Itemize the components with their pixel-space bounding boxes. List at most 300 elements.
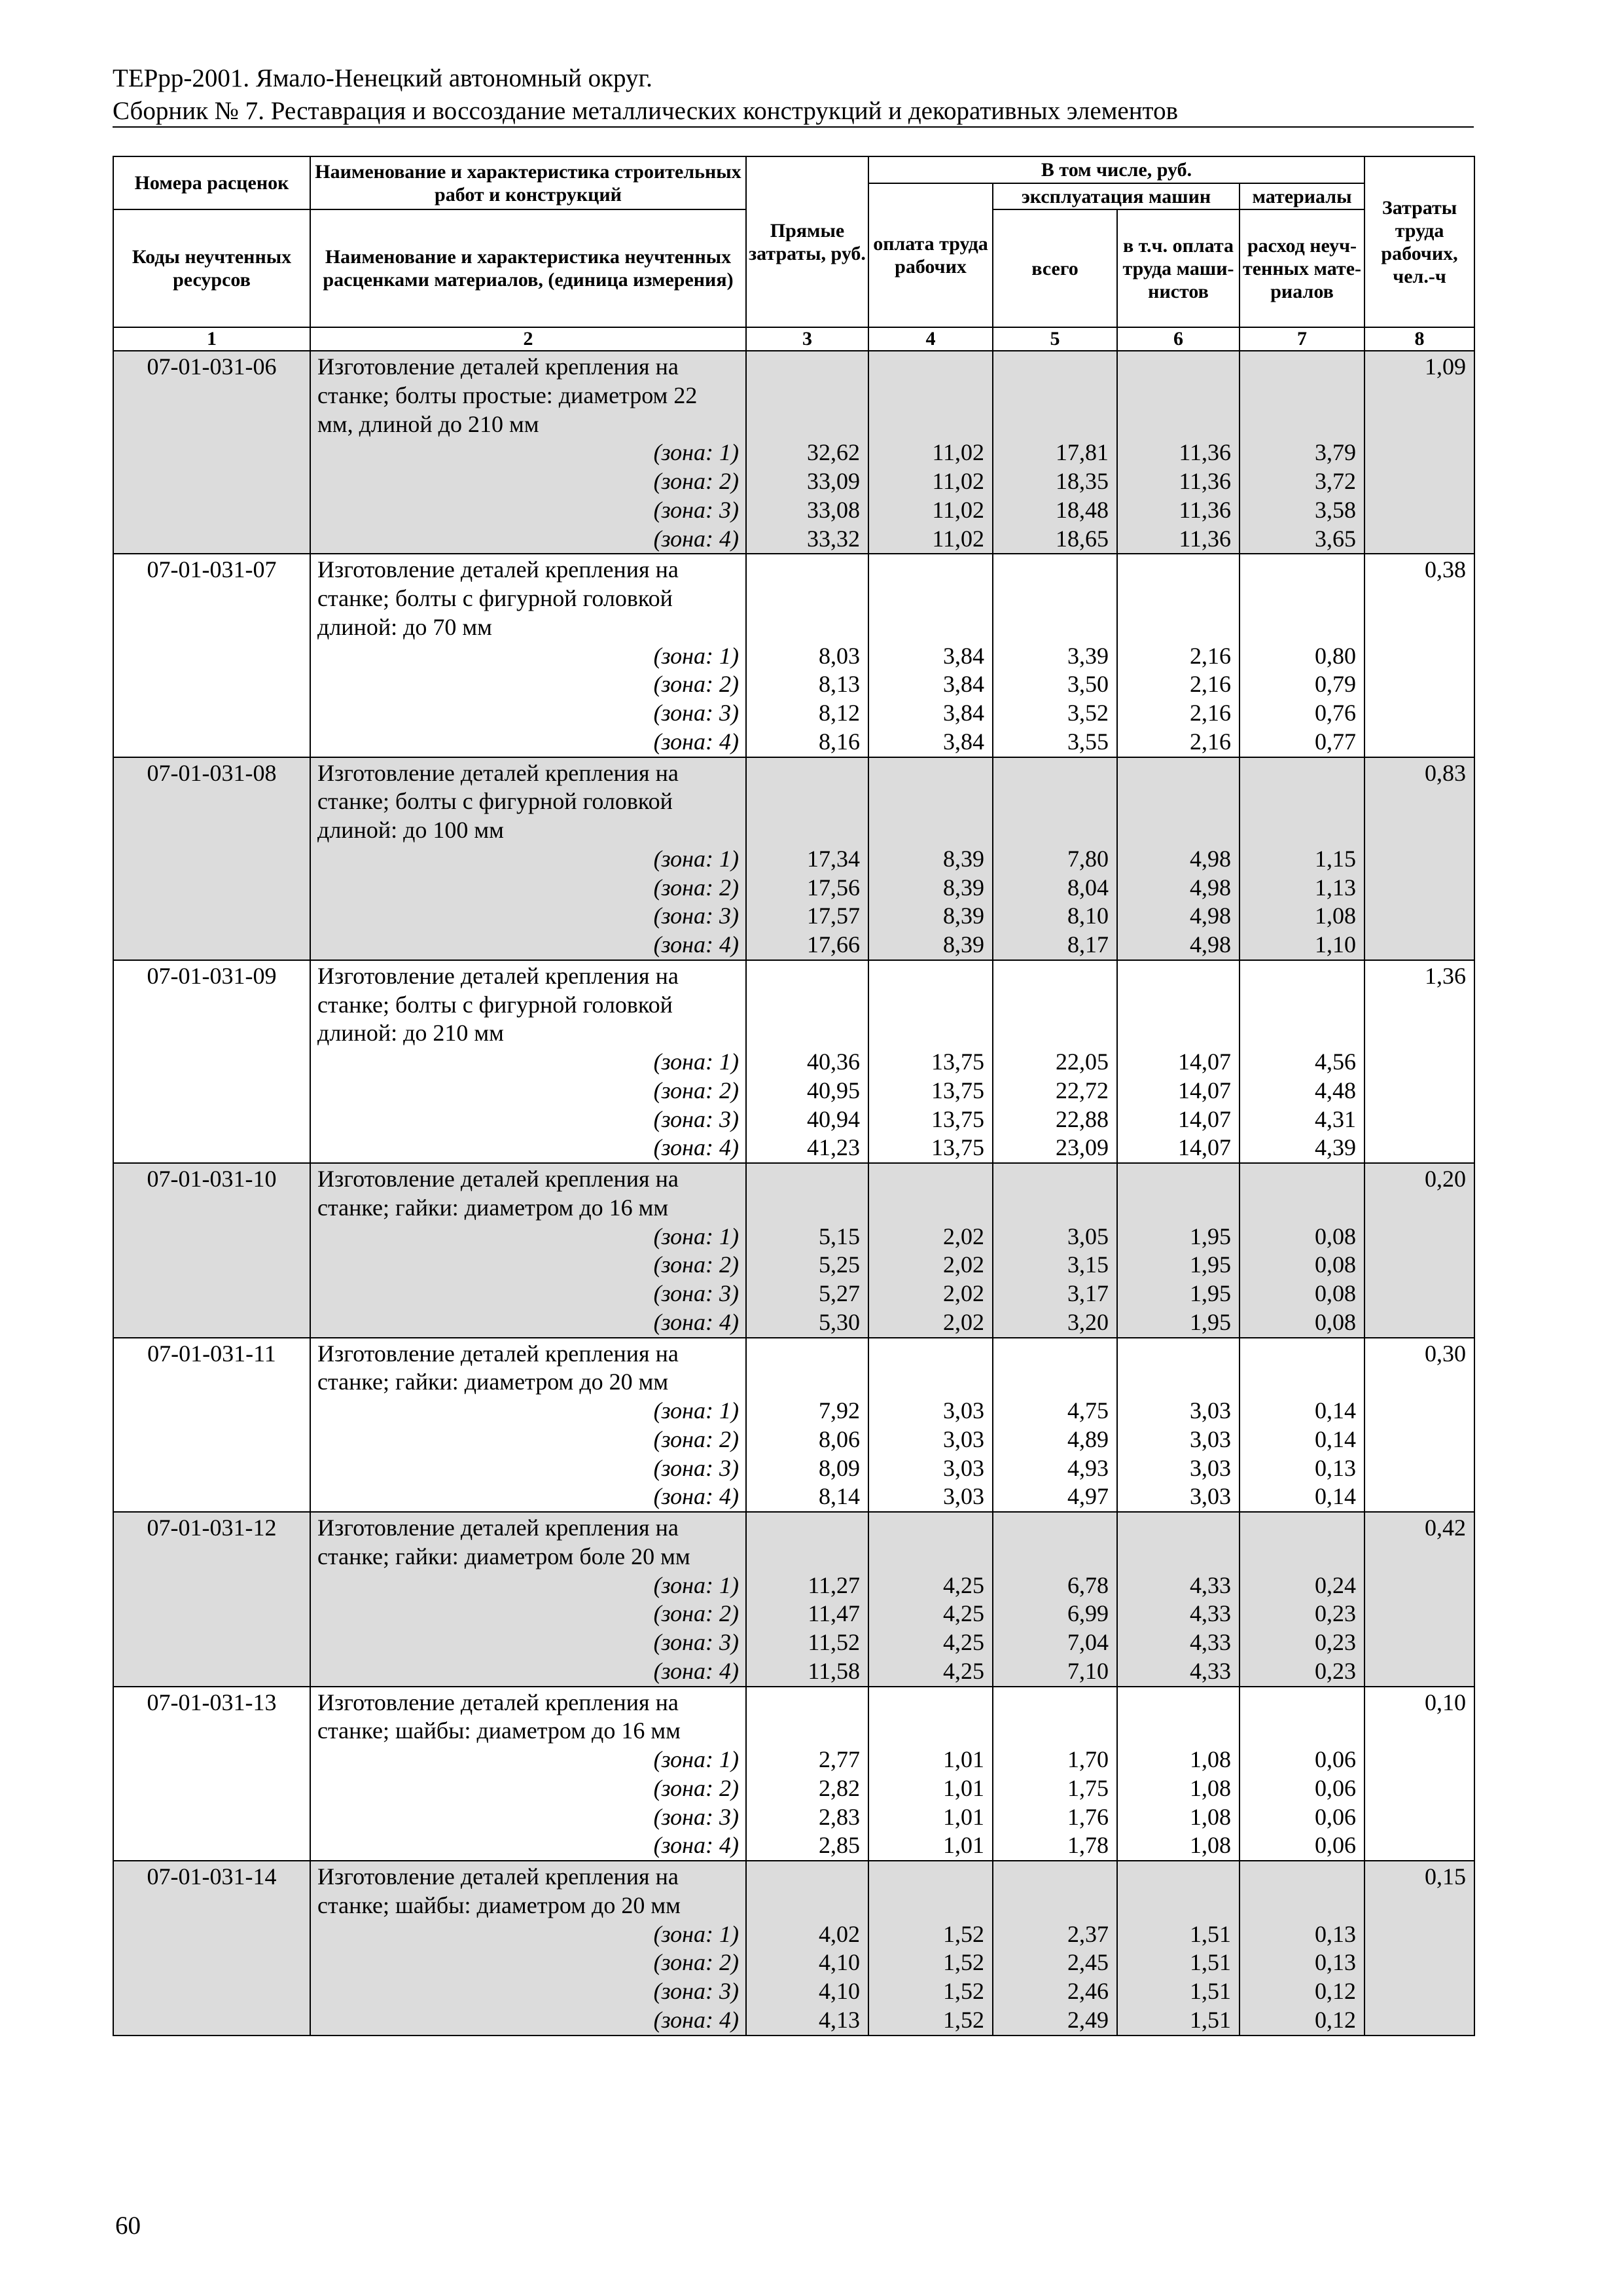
spacer	[1243, 962, 1356, 991]
machinist-wages-value: 1,51	[1190, 2006, 1231, 2033]
col-number: 4	[868, 327, 993, 351]
materials-value: 1,13	[1315, 874, 1357, 901]
work-name-cell	[310, 757, 746, 960]
machinist-wages-cell	[1117, 1512, 1240, 1687]
direct-costs-value: 2,85	[819, 1832, 860, 1859]
spacer	[1120, 1194, 1231, 1223]
materials-cell	[1240, 1687, 1364, 1861]
machinist-wages-value: 1,95	[1190, 1251, 1231, 1278]
worker-wages-value: 2,02	[943, 1308, 984, 1335]
spacer	[749, 584, 860, 613]
materials-value: 4,39	[1315, 1134, 1357, 1161]
materials-value: 0,08	[1315, 1308, 1357, 1335]
spacer	[872, 1165, 984, 1194]
machines-total-value: 3,39	[1067, 642, 1109, 669]
col-header-resource-codes: Коды неучтенных ресурсов	[113, 209, 310, 327]
machines-total-cell	[993, 1861, 1117, 2036]
table-row	[113, 351, 1474, 554]
spacer	[1243, 584, 1356, 613]
spacer	[749, 1892, 860, 1920]
spacer	[749, 1689, 860, 1717]
work-name-line: Изготовление деталей крепления на	[317, 353, 679, 380]
materials-value: 0,06	[1315, 1832, 1357, 1859]
machines-total-cell	[993, 351, 1117, 554]
rate-code-cell	[113, 1163, 310, 1338]
work-name-cell	[310, 1687, 746, 1861]
direct-costs-value: 8,16	[819, 728, 860, 755]
machines-total-value: 3,05	[1067, 1223, 1109, 1249]
machinist-wages-cell	[1117, 960, 1240, 1163]
zone-label: (зона: 3)	[653, 1280, 739, 1306]
spacer	[1243, 1514, 1356, 1543]
materials-value: 0,13	[1315, 1920, 1357, 1947]
spacer	[872, 1717, 984, 1746]
worker-wages-value: 11,02	[932, 439, 984, 466]
worker-wages-value: 2,02	[943, 1280, 984, 1306]
direct-costs-value: 8,09	[819, 1454, 860, 1481]
machinist-wages-cell	[1117, 1687, 1240, 1861]
direct-costs-value: 32,62	[807, 439, 860, 466]
machines-total-value: 1,75	[1067, 1774, 1109, 1801]
spacer	[1243, 410, 1356, 439]
spacer	[996, 1165, 1109, 1194]
spacer	[749, 991, 860, 1020]
machinist-wages-value: 3,03	[1190, 1454, 1231, 1481]
work-name-line: станке; болты простые: диаметром 22	[317, 382, 698, 408]
worker-wages-value: 3,03	[943, 1397, 984, 1424]
rate-code: 07-01-031-06	[147, 353, 277, 380]
zone-label: (зона: 1)	[653, 642, 739, 669]
work-name-line: станке; болты с фигурной головкой	[317, 991, 673, 1018]
materials-cell	[1240, 1163, 1364, 1338]
zone-label: (зона: 4)	[653, 728, 739, 755]
table-row	[113, 1338, 1474, 1513]
direct-costs-value: 17,57	[807, 903, 860, 929]
machines-total-value: 22,05	[1056, 1049, 1109, 1075]
rate-code-cell	[113, 1861, 310, 2036]
worker-wages-value: 1,52	[943, 1949, 984, 1976]
direct-costs-value: 17,34	[807, 845, 860, 872]
labor-costs-value: 0,83	[1425, 759, 1467, 786]
spacer	[872, 1892, 984, 1920]
zone-label: (зона: 4)	[653, 1308, 739, 1335]
spacer	[996, 1514, 1109, 1543]
machinist-wages-value: 3,03	[1190, 1397, 1231, 1424]
labor-costs-cell	[1364, 351, 1474, 554]
work-name-line: Изготовление деталей крепления на	[317, 759, 679, 786]
zone-label: (зона: 4)	[653, 525, 739, 552]
machinist-wages-value: 3,03	[1190, 1426, 1231, 1452]
work-name-line: Изготовление деталей крепления на	[317, 962, 679, 989]
materials-value: 0,06	[1315, 1746, 1357, 1772]
direct-costs-value: 11,47	[808, 1600, 860, 1627]
spacer	[872, 353, 984, 382]
machines-total-value: 18,48	[1056, 496, 1109, 523]
materials-value: 0,08	[1315, 1280, 1357, 1306]
machinist-wages-cell	[1117, 351, 1240, 554]
worker-wages-value: 2,02	[943, 1223, 984, 1249]
worker-wages-value: 4,25	[943, 1629, 984, 1655]
direct-costs-value: 41,23	[807, 1134, 860, 1161]
worker-wages-value: 13,75	[931, 1134, 984, 1161]
spacer	[996, 991, 1109, 1020]
col-header-rate-numbers: Номера расценок	[113, 156, 310, 209]
worker-wages-value: 4,25	[943, 1600, 984, 1627]
spacer	[1120, 1543, 1231, 1571]
materials-value: 4,56	[1315, 1049, 1357, 1075]
rate-code-cell	[113, 554, 310, 757]
work-name-line: Изготовление деталей крепления на	[317, 1340, 679, 1367]
machinist-wages-value: 4,33	[1190, 1657, 1231, 1684]
materials-value: 0,24	[1315, 1571, 1357, 1598]
zone-label: (зона: 4)	[653, 1483, 739, 1510]
direct-costs-value: 2,83	[819, 1803, 860, 1830]
machinist-wages-value: 14,07	[1178, 1049, 1231, 1075]
table-row	[113, 1687, 1474, 1861]
machines-total-value: 22,88	[1056, 1105, 1109, 1132]
machinist-wages-value: 4,98	[1190, 931, 1231, 958]
spacer	[1243, 759, 1356, 788]
machinist-wages-value: 2,16	[1190, 700, 1231, 726]
machines-total-value: 22,72	[1056, 1077, 1109, 1103]
worker-wages-value: 13,75	[931, 1077, 984, 1103]
spacer	[749, 1863, 860, 1892]
labor-costs-cell	[1364, 1163, 1474, 1338]
machines-total-cell	[993, 757, 1117, 960]
direct-costs-value: 17,56	[807, 874, 860, 901]
worker-wages-cell	[868, 554, 993, 757]
materials-value: 0,12	[1315, 2006, 1357, 2033]
rates-table	[113, 156, 1475, 2036]
materials-value: 3,65	[1315, 525, 1357, 552]
machinist-wages-value: 4,98	[1190, 874, 1231, 901]
materials-value: 1,10	[1315, 931, 1357, 958]
spacer	[749, 759, 860, 788]
zone-label: (зона: 1)	[653, 845, 739, 872]
spacer	[872, 787, 984, 816]
machinist-wages-cell	[1117, 1861, 1240, 2036]
spacer	[1243, 613, 1356, 642]
spacer	[996, 787, 1109, 816]
spacer	[749, 1368, 860, 1397]
spacer	[872, 991, 984, 1020]
machines-total-value: 8,17	[1067, 931, 1109, 958]
materials-value: 3,79	[1315, 439, 1357, 466]
col-number: 3	[746, 327, 868, 351]
machines-total-value: 1,70	[1067, 1746, 1109, 1772]
labor-costs-value: 0,30	[1425, 1340, 1467, 1367]
machinist-wages-value: 2,16	[1190, 728, 1231, 755]
spacer	[1120, 613, 1231, 642]
labor-costs-cell	[1364, 757, 1474, 960]
materials-value: 1,08	[1315, 903, 1357, 929]
zone-label: (зона: 4)	[653, 931, 739, 958]
materials-value: 0,12	[1315, 1978, 1357, 2004]
spacer	[996, 1892, 1109, 1920]
work-name-cell	[310, 1861, 746, 2036]
machines-total-value: 2,45	[1067, 1949, 1109, 1976]
machines-total-value: 3,20	[1067, 1308, 1109, 1335]
spacer	[996, 1340, 1109, 1369]
spacer	[749, 382, 860, 410]
spacer	[872, 1340, 984, 1369]
worker-wages-value: 4,25	[943, 1657, 984, 1684]
labor-costs-value: 1,09	[1425, 353, 1467, 380]
spacer	[749, 1194, 860, 1223]
spacer	[996, 556, 1109, 584]
col-header-material-name: Наименование и характеристика неучтенных расценками материалов, (единица измерения)	[310, 209, 746, 327]
worker-wages-cell	[868, 1512, 993, 1687]
machines-total-value: 4,75	[1067, 1397, 1109, 1424]
worker-wages-value: 3,84	[943, 728, 984, 755]
work-name-line: станке; гайки: диаметром до 16 мм	[317, 1194, 669, 1221]
machinist-wages-value: 1,51	[1190, 1949, 1231, 1976]
rate-code: 07-01-031-11	[147, 1340, 276, 1367]
direct-costs-value: 8,14	[819, 1483, 860, 1510]
spacer	[1120, 1368, 1231, 1397]
spacer	[1120, 556, 1231, 584]
spacer	[872, 1194, 984, 1223]
worker-wages-value: 1,01	[943, 1774, 984, 1801]
worker-wages-value: 3,84	[943, 642, 984, 669]
col-header-group-including: В том числе, руб.	[868, 156, 1364, 183]
materials-value: 0,06	[1315, 1774, 1357, 1801]
spacer	[1120, 353, 1231, 382]
rate-code-cell	[113, 960, 310, 1163]
machines-total-cell	[993, 1512, 1117, 1687]
machinist-wages-value: 1,51	[1190, 1978, 1231, 2004]
direct-costs-value: 33,32	[807, 525, 860, 552]
worker-wages-value: 8,39	[943, 903, 984, 929]
zone-label: (зона: 3)	[653, 1978, 739, 2004]
spacer	[872, 382, 984, 410]
work-name-line: станке; шайбы: диаметром до 20 мм	[317, 1892, 681, 1918]
direct-costs-value: 4,10	[819, 1949, 860, 1976]
materials-value: 0,13	[1315, 1454, 1357, 1481]
rate-code-cell	[113, 351, 310, 554]
spacer	[1243, 1194, 1356, 1223]
spacer	[1243, 556, 1356, 584]
machinist-wages-value: 1,08	[1190, 1832, 1231, 1859]
work-name-cell	[310, 1512, 746, 1687]
worker-wages-cell	[868, 1687, 993, 1861]
machines-total-cell	[993, 960, 1117, 1163]
spacer	[1120, 1863, 1231, 1892]
labor-costs-value: 1,36	[1425, 962, 1467, 989]
rate-code-cell	[113, 1687, 310, 1861]
direct-costs-cell	[746, 757, 868, 960]
spacer	[996, 1717, 1109, 1746]
worker-wages-value: 1,01	[943, 1803, 984, 1830]
spacer	[996, 1194, 1109, 1223]
spacer	[996, 1863, 1109, 1892]
direct-costs-value: 17,66	[807, 931, 860, 958]
machinist-wages-value: 1,95	[1190, 1223, 1231, 1249]
materials-cell	[1240, 1338, 1364, 1513]
spacer	[1243, 787, 1356, 816]
table-row	[113, 1861, 1474, 2036]
machinist-wages-value: 1,08	[1190, 1803, 1231, 1830]
col-header-materials-group: материалы	[1240, 183, 1364, 209]
col-header-materials-usage: расход неуч-тенных мате-риалов	[1240, 209, 1364, 327]
header-rule	[113, 126, 1474, 128]
machines-total-cell	[993, 1163, 1117, 1338]
spacer	[749, 962, 860, 991]
spacer	[749, 816, 860, 845]
worker-wages-value: 8,39	[943, 931, 984, 958]
machinist-wages-value: 4,98	[1190, 903, 1231, 929]
spacer	[749, 1543, 860, 1571]
spacer	[996, 759, 1109, 788]
worker-wages-value: 8,39	[943, 845, 984, 872]
machines-total-value: 2,46	[1067, 1978, 1109, 2004]
zone-label: (зона: 2)	[653, 1251, 739, 1278]
direct-costs-cell	[746, 1163, 868, 1338]
work-name-line: Изготовление деталей крепления на	[317, 1689, 679, 1715]
zone-label: (зона: 1)	[653, 1397, 739, 1424]
direct-costs-value: 4,10	[819, 1978, 860, 2004]
spacer	[1120, 1717, 1231, 1746]
direct-costs-value: 11,52	[808, 1629, 860, 1655]
rate-code: 07-01-031-07	[147, 556, 277, 583]
direct-costs-cell	[746, 1512, 868, 1687]
labor-costs-value: 0,15	[1425, 1863, 1467, 1890]
spacer	[996, 410, 1109, 439]
direct-costs-value: 8,03	[819, 642, 860, 669]
machines-total-value: 6,99	[1067, 1600, 1109, 1627]
labor-costs-cell	[1364, 1512, 1474, 1687]
labor-costs-value: 0,20	[1425, 1166, 1467, 1192]
machines-total-value: 18,35	[1056, 468, 1109, 494]
zone-label: (зона: 2)	[653, 1077, 739, 1103]
spacer	[996, 382, 1109, 410]
spacer	[1243, 353, 1356, 382]
spacer	[1243, 1863, 1356, 1892]
rate-code: 07-01-031-10	[147, 1166, 277, 1192]
machines-total-value: 8,04	[1067, 874, 1109, 901]
worker-wages-value: 3,03	[943, 1454, 984, 1481]
worker-wages-value: 8,39	[943, 874, 984, 901]
direct-costs-value: 11,27	[808, 1571, 860, 1598]
materials-cell	[1240, 351, 1364, 554]
spacer	[872, 1514, 984, 1543]
direct-costs-cell	[746, 1687, 868, 1861]
machinist-wages-value: 14,07	[1178, 1105, 1231, 1132]
spacer	[1243, 1019, 1356, 1048]
machinist-wages-cell	[1117, 757, 1240, 960]
labor-costs-value: 0,42	[1425, 1515, 1467, 1541]
worker-wages-value: 11,02	[932, 468, 984, 494]
page-number: 60	[115, 2212, 141, 2240]
materials-value: 0,14	[1315, 1483, 1357, 1510]
direct-costs-value: 4,02	[819, 1920, 860, 1947]
spacer	[996, 962, 1109, 991]
zone-label: (зона: 2)	[653, 874, 739, 901]
worker-wages-value: 4,25	[943, 1571, 984, 1598]
spacer	[749, 787, 860, 816]
machines-total-value: 6,78	[1067, 1571, 1109, 1598]
direct-costs-value: 8,06	[819, 1426, 860, 1452]
machines-total-value: 2,49	[1067, 2006, 1109, 2033]
spacer	[749, 410, 860, 439]
zone-label: (зона: 1)	[653, 1746, 739, 1772]
worker-wages-value: 1,01	[943, 1746, 984, 1772]
machines-total-value: 2,37	[1067, 1920, 1109, 1947]
spacer	[749, 556, 860, 584]
worker-wages-value: 2,02	[943, 1251, 984, 1278]
spacer	[1243, 1892, 1356, 1920]
materials-cell	[1240, 554, 1364, 757]
direct-costs-value: 40,95	[807, 1077, 860, 1103]
machinist-wages-cell	[1117, 1338, 1240, 1513]
direct-costs-cell	[746, 554, 868, 757]
spacer	[1120, 962, 1231, 991]
machines-total-value: 23,09	[1056, 1134, 1109, 1161]
machines-total-value: 1,78	[1067, 1832, 1109, 1859]
machinist-wages-value: 11,36	[1179, 439, 1231, 466]
labor-costs-cell	[1364, 960, 1474, 1163]
machinist-wages-value: 2,16	[1190, 642, 1231, 669]
worker-wages-value: 13,75	[931, 1049, 984, 1075]
machinist-wages-value: 4,33	[1190, 1571, 1231, 1598]
direct-costs-value: 5,30	[819, 1308, 860, 1335]
col-header-worker-wages: оплата труда рабочих	[868, 183, 993, 327]
machinist-wages-value: 1,51	[1190, 1920, 1231, 1947]
direct-costs-value: 8,13	[819, 671, 860, 698]
spacer	[1120, 584, 1231, 613]
spacer	[1120, 1514, 1231, 1543]
materials-value: 4,48	[1315, 1077, 1357, 1103]
zone-label: (зона: 2)	[653, 671, 739, 698]
worker-wages-value: 3,84	[943, 700, 984, 726]
spacer	[872, 759, 984, 788]
col-number: 2	[310, 327, 746, 351]
work-name-cell	[310, 1338, 746, 1513]
materials-value: 4,31	[1315, 1105, 1357, 1132]
zone-label: (зона: 2)	[653, 1426, 739, 1452]
col-header-direct-costs: Прямые затраты, руб.	[746, 156, 868, 327]
direct-costs-value: 7,92	[819, 1397, 860, 1424]
materials-value: 0,23	[1315, 1600, 1357, 1627]
spacer	[1243, 816, 1356, 845]
spacer	[1120, 816, 1231, 845]
table-row	[113, 554, 1474, 757]
materials-value: 0,79	[1315, 671, 1357, 698]
work-name-line: Изготовление деталей крепления на	[317, 556, 679, 583]
worker-wages-cell	[868, 960, 993, 1163]
work-name-line: Изготовление деталей крепления на	[317, 1863, 679, 1890]
machinist-wages-value: 4,98	[1190, 845, 1231, 872]
zone-label: (зона: 1)	[653, 439, 739, 466]
worker-wages-value: 1,01	[943, 1832, 984, 1859]
machinist-wages-value: 1,95	[1190, 1280, 1231, 1306]
materials-value: 0,23	[1315, 1657, 1357, 1684]
work-name-line: длиной: до 70 мм	[317, 613, 492, 640]
spacer	[1243, 1368, 1356, 1397]
zone-label: (зона: 3)	[653, 1803, 739, 1830]
table-head	[113, 156, 1474, 351]
machines-total-value: 3,50	[1067, 671, 1109, 698]
work-name-line: мм, длиной до 210 мм	[317, 410, 539, 437]
spacer	[872, 556, 984, 584]
materials-value: 0,23	[1315, 1629, 1357, 1655]
materials-value: 3,72	[1315, 468, 1357, 494]
spacer	[1243, 1340, 1356, 1369]
col-header-labor-costs: Затраты труда рабочих, чел.-ч	[1364, 156, 1474, 327]
spacer	[872, 1368, 984, 1397]
labor-costs-cell	[1364, 1338, 1474, 1513]
col-header-machines-total: всего	[993, 209, 1117, 327]
